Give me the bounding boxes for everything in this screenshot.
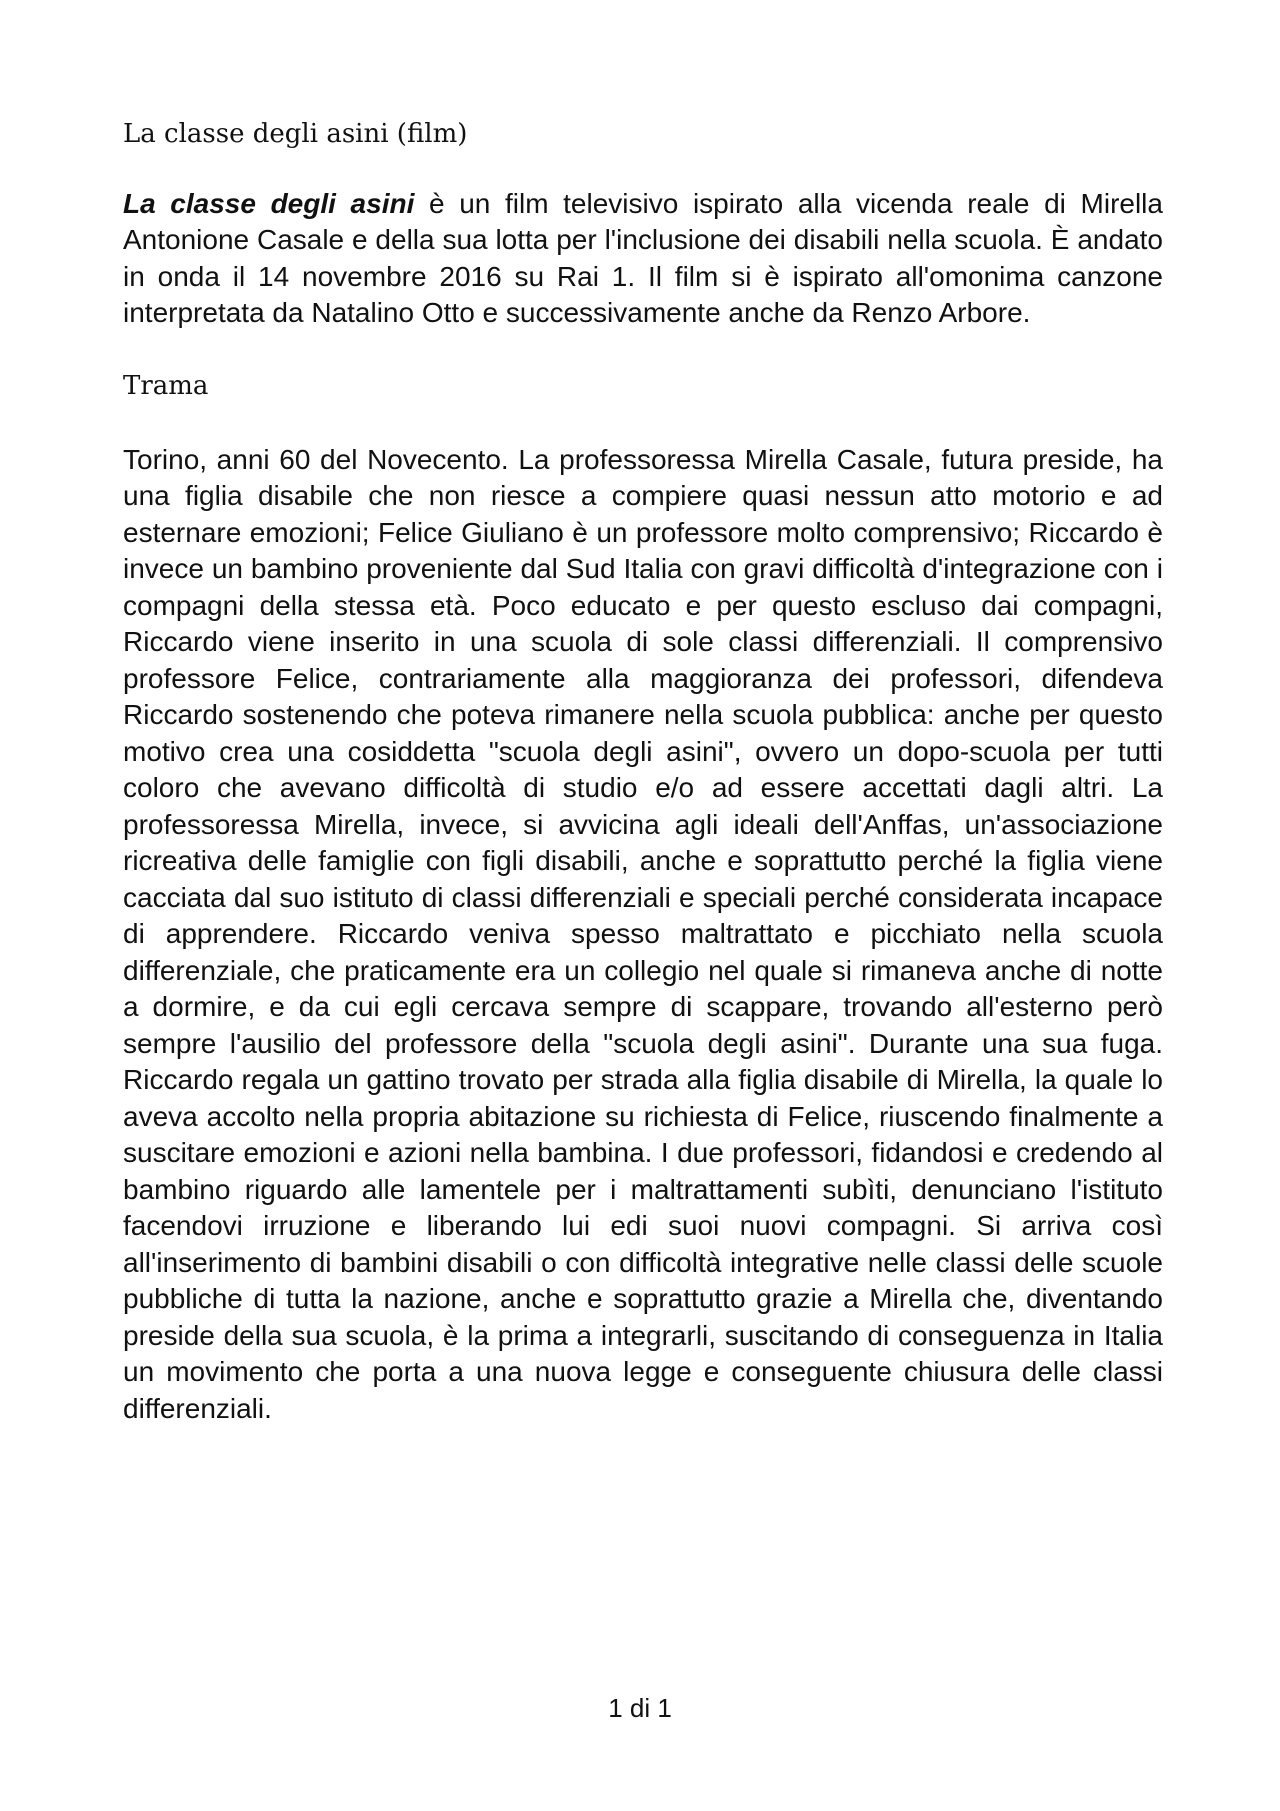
section-heading-trama: Trama [123,370,209,401]
intro-text: è un film televisivo ispirato alla vicenda reale di Mirella Antonione Casale e della sua lotta per l'inclusione dei disabili nella scuola. È andato in onda il 14 novembre 2016 su Rai 1. Il film si è ispirato all'omonima canzone interpretata da Natalino Otto e successivamente anche da Renzo Arbore. [123,187,1163,329]
page-indicator: 1 di 1 [608,1693,672,1723]
intro-paragraph [123,186,1163,332]
intro-lead-title: La classe degli asini [123,187,415,219]
plot-paragraph: Torino, anni 60 del Novecento. La professoressa Mirella Casale, futura preside, ha una figlia disabile che non riesce a compiere quasi nessun atto motorio e ad esternare emozioni; Felice Giuliano è un professore molto comprensivo; Riccardo è invece un bambino proveniente dal Sud Italia con gravi difficoltà d'integrazione con i compagni della stessa età. Poco educato e per questo escluso dai compagni, Riccardo viene inserito in una scuola di sole classi differenziali. Il comprensivo professore Felice, contrariamente alla maggioranza dei professori, difendeva Riccardo sostenendo che poteva rimanere nella scuola pubblica: anche per questo motivo crea una cosiddetta "scuola degli asini", ovvero un dopo-scuola per tutti coloro che avevano difficoltà di studio e/o ad essere accettati dagli altri. La professoressa Mirella, invece, si avvicina agli ideali dell'Anffas, un'associazione ricreativa delle famiglie con figli disabili, anche e soprattutto perché la figlia viene cacciata dal suo istituto di classi differenziali e speciali perché considerata incapace di apprendere. Riccardo veniva spesso maltrattato e picchiato nella scuola differenziale, che praticamente era un collegio nel quale si rimaneva anche di notte a dormire, e da cui egli cercava sempre di scappare, trovando all'esterno però sempre l'ausilio del professore della "scuola degli asini". Durante una sua fuga. Riccardo regala un gattino trovato per strada alla figlia disabile di Mirella, la quale lo aveva accolto nella propria abitazione su richiesta di Felice, riuscendo finalmente a suscitare emozioni e azioni nella bambina. I due professori, fidandosi e credendo al bambino riguardo alle lamentele per i maltrattamenti subìti, denunciano l'istituto facendovi irruzione e liberando lui edi suoi nuovi compagni. Si arriva così all'inserimento di bambini disabili o con difficoltà integrative nelle classi delle scuole pubbliche di tutta la nazione, anche e soprattutto grazie a Mirella che, diventando preside della sua scuola, è la prima a integrarli, suscitando di conseguenza in Italia un movimento che porta a una nuova legge e conseguente chiusura delle classi differenziali. [123,443,1163,1424]
document-page [123,118,1163,1427]
document-title: La classe degli asini (film) [123,119,468,149]
